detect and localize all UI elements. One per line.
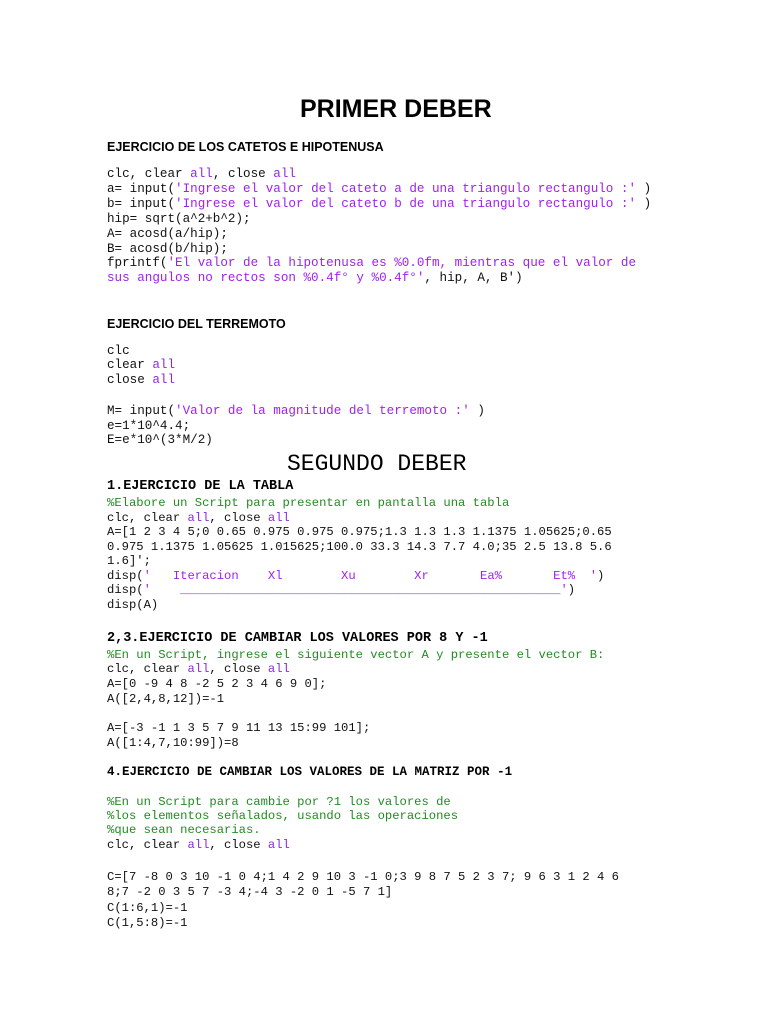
code-comment: %En un Script para cambie por ?1 los valores de: [107, 795, 451, 809]
code-line: disp(' ____________________________________________________'): [107, 583, 576, 597]
code-line: A([1:4,7,10:99])=8: [107, 736, 239, 750]
code-comment: %que sean necesarias.: [107, 823, 261, 837]
code-line: a= input('Ingrese el valor del cateto a de una triangulo rectangulo :' ): [107, 182, 652, 196]
page-title-segundo: SEGUNDO DEBER: [287, 451, 467, 477]
heading-terremoto: EJERCICIO DEL TERREMOTO: [107, 317, 286, 331]
code-line: disp(A): [107, 598, 159, 612]
code-line: C=[7 -8 0 3 10 -1 0 4;1 4 2 9 10 3 -1 0;3 9 8 7 5 2 3 7; 9 6 3 1 2 4 6: [107, 870, 619, 884]
code-line: C(1,5:8)=-1: [107, 916, 188, 930]
code-line: A([2,4,8,12])=-1: [107, 692, 225, 706]
heading-tabla: 1.EJERCICIO DE LA TABLA: [107, 479, 294, 494]
code-line: clc, clear all, close all: [107, 838, 290, 852]
page-title-primer: PRIMER DEBER: [300, 95, 492, 123]
code-line: b= input('Ingrese el valor del cateto b de una triangulo rectangulo :' ): [107, 197, 652, 211]
code-line: close all: [107, 373, 176, 387]
code-line: disp(' Iteracion Xl Xu Xr Ea% Et% '): [107, 569, 605, 583]
code-line: sus angulos no rectos son %0.4f° y %0.4f°', hip, A, B'): [107, 271, 523, 285]
code-line: B= acosd(b/hip);: [107, 242, 228, 256]
code-line: 0.975 1.1375 1.05625 1.015625;100.0 33.3 14.3 7.7 4.0;35 2.5 13.8 5.6: [107, 540, 612, 554]
code-line: A= acosd(a/hip);: [107, 227, 228, 241]
code-comment: %En un Script, ingrese el siguiente vector A y presente el vector B:: [107, 648, 605, 662]
code-line: clear all: [107, 358, 176, 372]
code-line: M= input('Valor de la magnitude del terremoto :' ): [107, 404, 485, 418]
code-line: hip= sqrt(a^2+b^2);: [107, 212, 251, 226]
code-line: clc: [107, 344, 130, 358]
heading-catetos: EJERCICIO DE LOS CATETOS E HIPOTENUSA: [107, 140, 384, 154]
code-line: clc, clear all, close all: [107, 167, 296, 181]
code-line: e=1*10^4.4;: [107, 419, 191, 433]
code-line: C(1:6,1)=-1: [107, 901, 188, 915]
code-comment: %Elabore un Script para presentar en pantalla una tabla: [107, 496, 510, 510]
code-line: E=e*10^(3*M/2): [107, 433, 213, 447]
code-line: clc, clear all, close all: [107, 662, 290, 676]
code-comment: %los elementos señalados, usando las operaciones: [107, 809, 459, 823]
code-line: A=[1 2 3 4 5;0 0.65 0.975 0.975 0.975;1.3 1.3 1.3 1.1375 1.05625;0.65: [107, 525, 612, 539]
code-line: A=[0 -9 4 8 -2 5 2 3 4 6 9 0];: [107, 677, 327, 691]
code-line: fprintf('El valor de la hipotenusa es %0.0fm, mientras que el valor de: [107, 256, 637, 270]
code-line: 8;7 -2 0 3 5 7 -3 4;-4 3 -2 0 1 -5 7 1]: [107, 885, 393, 899]
heading-cambiar: 2,3.EJERCICIO DE CAMBIAR LOS VALORES POR 8 Y -1: [107, 631, 488, 646]
heading-matriz: 4.EJERCICIO DE CAMBIAR LOS VALORES DE LA MATRIZ POR -1: [107, 765, 513, 779]
code-line: 1.6]';: [107, 554, 151, 568]
code-line: clc, clear all, close all: [107, 511, 290, 525]
code-line: A=[-3 -1 1 3 5 7 9 11 13 15:99 101];: [107, 721, 371, 735]
